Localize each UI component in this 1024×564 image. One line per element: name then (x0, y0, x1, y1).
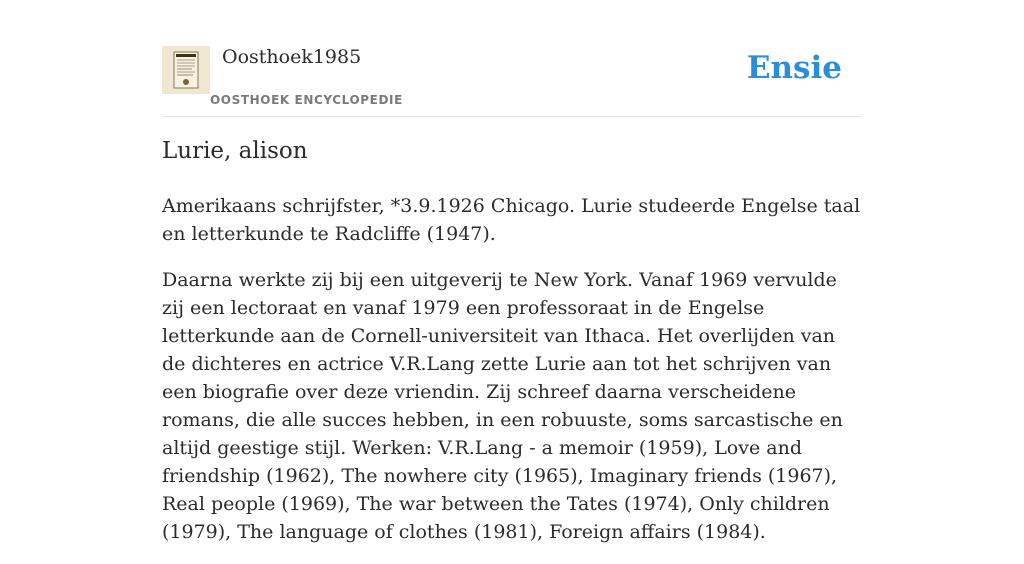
ensie-logo[interactable]: Ensie (746, 50, 842, 86)
source-label: OOSTHOEK ENCYCLOPEDIE (210, 93, 403, 107)
author-avatar[interactable] (162, 46, 210, 94)
author-link[interactable]: Oosthoek1985 (222, 46, 362, 68)
article-paragraph: Amerikaans schrijfster, *3.9.1926 Chicago. Lurie studeerde Engelse taal en letterkunde te Radcliffe (1947). (162, 195, 861, 245)
page-header (162, 44, 862, 117)
article-body (162, 192, 862, 564)
article-paragraph: Daarna werkte zij bij een uitgeverij te New York. Vanaf 1969 vervulde zij een lectoraat en vanaf 1979 een professoraat in de Engelse letterkunde aan de Cornell-universiteit van Ithaca. Het overlijden van de dichteres en actrice V.R.Lang zette Lurie aan tot het schrijven van een biografie over deze vriendin. Zij schreef daarna verscheidene romans, die alle succes hebben, in een robuuste, soms sarcastische en altijd geestige stijl. Werken: V.R.Lang - a memoir (1959), Love and friendship (1962), The nowhere city (1965), Imaginary friends (1967), Real people (1969), The war between the Tates (1974), Only children (1979), The language of clothes (1981), Foreign affairs (1984). (162, 269, 843, 543)
encyclopedia-cover-icon (162, 46, 210, 94)
article-title: Lurie, alison (162, 138, 308, 164)
